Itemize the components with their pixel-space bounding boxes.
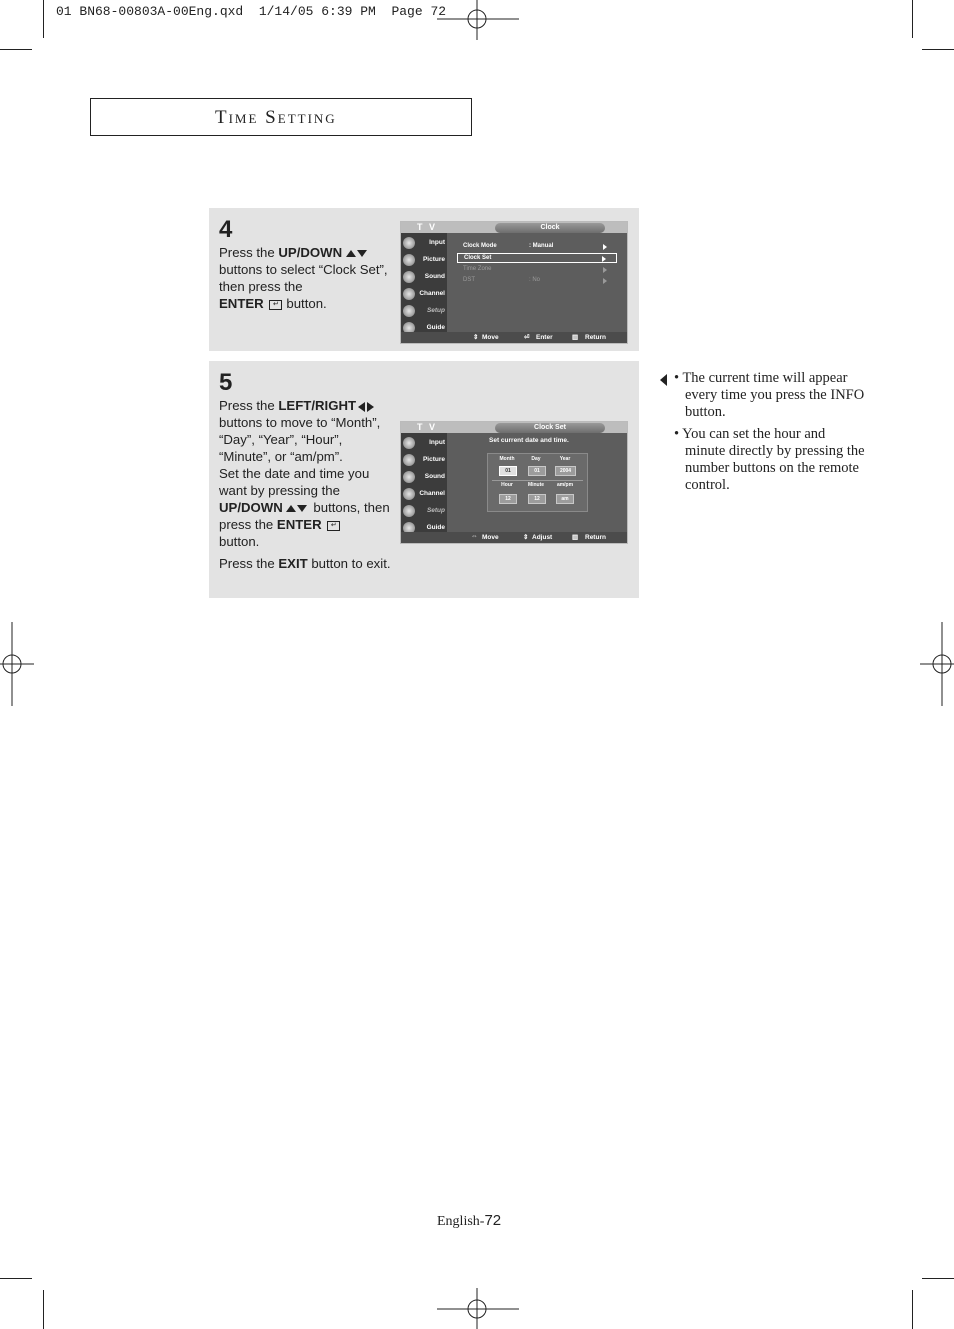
month-label: Month xyxy=(499,456,515,462)
footer-language: English- xyxy=(437,1214,485,1229)
step-4-text: Press the UP/DOWN buttons to select “Clock Set”, then press the ENTER ↵ button. xyxy=(219,245,388,311)
sidebar-item-input: Input xyxy=(401,235,447,252)
tv-screen-clock-set xyxy=(400,421,628,544)
registration-mark-right xyxy=(920,622,954,706)
crop-mark xyxy=(43,0,44,38)
minute-field[interactable]: 12 xyxy=(528,494,546,504)
channel-icon xyxy=(403,488,415,500)
sidebar-item-guide: Guide xyxy=(401,320,447,337)
exit-label: EXIT xyxy=(278,556,308,571)
tv-sidebar xyxy=(401,433,447,532)
note-1: • The current time will appear every time you press the INFO button. xyxy=(674,370,865,420)
channel-icon xyxy=(403,288,415,300)
ampm-label: am/pm xyxy=(556,482,574,488)
hour-field[interactable]: 12 xyxy=(499,494,517,504)
picture-icon xyxy=(403,454,415,466)
setup-icon xyxy=(403,505,415,517)
hour-label: Hour xyxy=(501,482,513,488)
arrow-right-icon xyxy=(603,267,607,273)
down-arrow-icon xyxy=(297,505,307,512)
registration-mark-bottom xyxy=(437,1288,519,1329)
clock-set-box xyxy=(487,453,588,512)
tv-footer: ⇔ Move ⇕ Adjust ▥ Return xyxy=(401,532,627,543)
menu-row-clock-mode: Clock Mode : Manual xyxy=(457,242,617,252)
input-icon xyxy=(403,237,415,249)
adjust-icon: ⇕ xyxy=(523,534,529,541)
crop-mark xyxy=(922,1278,954,1279)
menu-row-dst: DST : No xyxy=(457,276,617,286)
move-icon: ⇕ xyxy=(473,334,479,341)
return-icon: ▥ xyxy=(572,334,579,341)
day-field[interactable]: 01 xyxy=(528,466,546,476)
sidebar-item-channel: Channel xyxy=(401,486,447,503)
crop-mark xyxy=(0,1278,32,1279)
step-number: 4 xyxy=(219,216,233,243)
registration-mark-left xyxy=(0,622,34,706)
left-right-label: LEFT/RIGHT xyxy=(278,398,357,413)
year-label: Year xyxy=(559,456,571,462)
tv-logo: T V xyxy=(417,422,438,432)
crop-mark xyxy=(912,1290,913,1329)
crop-mark xyxy=(43,1290,44,1329)
sound-icon xyxy=(403,471,415,483)
step-5-panel xyxy=(209,361,639,598)
tv-logo: T V xyxy=(417,222,438,232)
down-arrow-icon xyxy=(357,250,367,257)
sidebar-item-sound: Sound xyxy=(401,469,447,486)
page-number: 72 xyxy=(484,1212,502,1229)
clock-set-prompt: Set current date and time. xyxy=(489,437,569,444)
sound-icon xyxy=(403,271,415,283)
return-icon: ▥ xyxy=(572,534,579,541)
step-number: 5 xyxy=(219,369,233,396)
day-label: Day xyxy=(531,456,541,462)
arrow-right-icon xyxy=(603,278,607,284)
step-5-text: Press the LEFT/RIGHT buttons to move to “Month”, “Day”, “Year”, “Hour”, “Minute”, or “am/pm”. Set the date and time you want by pressing the UP/DOWN buttons, then press the ENTER ↵ button. Press the EXIT button to exit. xyxy=(219,398,391,571)
enter-icon: ↵ xyxy=(327,521,340,531)
move-icon: ⇔ xyxy=(471,533,478,540)
ampm-field[interactable]: am xyxy=(556,494,574,504)
crop-mark xyxy=(0,49,32,50)
note-marker-icon xyxy=(660,374,667,386)
left-arrow-icon xyxy=(358,402,365,412)
menu-header: Clock Set xyxy=(495,423,605,433)
sidebar-item-setup: Setup xyxy=(401,503,447,520)
page-footer xyxy=(437,1212,501,1230)
print-slug: 01 BN68-00803A-00Eng.qxd 1/14/05 6:39 PM Page 72 xyxy=(56,4,447,19)
crop-mark xyxy=(922,49,954,50)
step-4-panel xyxy=(209,208,639,351)
up-arrow-icon xyxy=(286,505,296,512)
sidebar-item-channel: Channel xyxy=(401,286,447,303)
tv-footer: ⇕ Move ⏎ Enter ▥ Return xyxy=(401,332,627,343)
section-title: Time Setting xyxy=(215,107,337,128)
arrow-right-icon xyxy=(602,256,606,262)
month-field[interactable]: 01 xyxy=(499,466,517,476)
up-arrow-icon xyxy=(346,250,356,257)
enter-label: ENTER xyxy=(219,296,264,311)
picture-icon xyxy=(403,254,415,266)
minute-label: Minute xyxy=(527,482,545,488)
section-title-box xyxy=(90,98,472,136)
sidebar-item-sound: Sound xyxy=(401,269,447,286)
sidebar-item-guide: Guide xyxy=(401,520,447,537)
enter-icon: ⏎ xyxy=(524,334,530,341)
registration-mark-top xyxy=(437,0,519,40)
tv-sidebar xyxy=(401,233,447,332)
enter-icon: ↵ xyxy=(269,300,282,310)
tv-screen-clock xyxy=(400,221,628,344)
menu-header: Clock xyxy=(495,223,605,233)
note-2: • You can set the hour and minute directly by pressing the number buttons on the remote control. xyxy=(674,426,865,493)
sidebar-item-input: Input xyxy=(401,435,447,452)
setup-icon xyxy=(403,305,415,317)
enter-label: ENTER xyxy=(276,517,322,532)
right-arrow-icon xyxy=(367,402,374,412)
divider xyxy=(492,480,583,481)
crop-mark xyxy=(912,0,913,38)
sidebar-item-picture: Picture xyxy=(401,252,447,269)
input-icon xyxy=(403,437,415,449)
menu-row-clock-set: Clock Set xyxy=(457,253,617,263)
sidebar-item-setup: Setup xyxy=(401,303,447,320)
menu-row-time-zone: Time Zone xyxy=(457,265,617,275)
year-field[interactable]: 2004 xyxy=(555,466,576,476)
sidebar-item-picture: Picture xyxy=(401,452,447,469)
arrow-right-icon xyxy=(603,244,607,250)
updown-label: UP/DOWN xyxy=(278,245,343,260)
updown-label: UP/DOWN xyxy=(219,500,283,515)
